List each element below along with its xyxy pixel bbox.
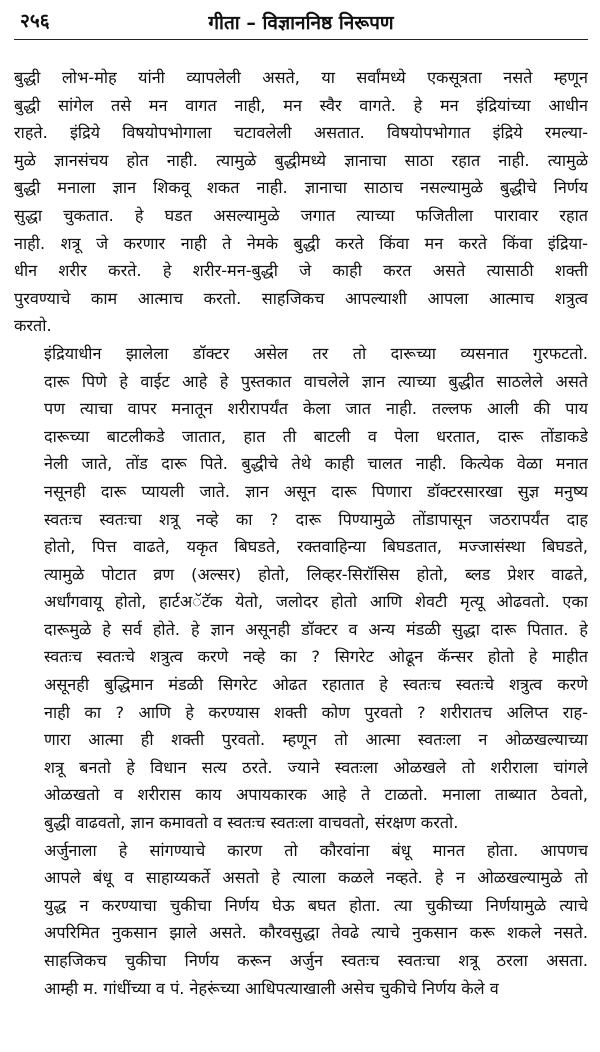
text-line: बुद्धी सांगेल तसे मन वागत नाही, मन स्वैर वागते. हे मन इंद्रियांच्या आधीन <box>14 95 588 115</box>
paragraph <box>14 64 588 340</box>
text-line: आम्ही म. गांधींच्या व पं. नेहरूंच्या आधिपत्याखाली असेच चुकीचे निर्णय केले व <box>44 978 499 998</box>
text-line: नसूनही दारू प्यायली जाते. ज्ञान असून दारू पिणारा डॉक्टरसारखा सुज्ञ मनुष्य <box>44 481 588 501</box>
text-line: युद्ध न करण्याचा चुकीचा निर्णय घेऊ बघत होता. त्या चुकीच्या निर्णयामुळे त्याचे <box>44 895 588 915</box>
text-line: होतो, पित्त वाढते, यकृत बिघडते, रक्तवाहिन्या बिघडतात, मज्जासंस्था बिघडते, <box>44 537 588 557</box>
text-line: साहजिकच चुकीचा निर्णय करून अर्जुन स्वतःच स्वतःचा शत्रू ठरला असता. <box>44 951 588 970</box>
text-line: दारूमुळे हे सर्व होते. हे ज्ञान असूनही डॉक्टर व अन्य मंडळी सुद्धा दारू पितात. हे <box>44 619 588 639</box>
text-line: बुद्धी मनाला ज्ञान शिकवू शकत नाही. ज्ञानाचा साठाच नसल्यामुळे बुद्धीचे निर्णय <box>14 178 588 198</box>
text-line: पुरवण्याचे काम आत्माच करतो. साहजिकच आपल्याशी आपला आत्माच शत्रुत्व <box>14 288 588 308</box>
page-number: २५६ <box>20 10 50 32</box>
paragraph <box>14 340 588 837</box>
text-line: स्वतःच स्वतःचे शत्रुत्व करणे नव्हे का ? सिगरेट ओढून कॅन्सर होतो हे माहीत <box>44 647 588 667</box>
text-line: नेली जाते, तोंड दारू पिते. बुद्धीचे तेथे काही चालत नाही. कित्येक वेळा मनात <box>44 454 588 474</box>
text-line: इंद्रियाधीन झालेला डॉक्टर असेल तर तो दारूच्या व्यसनात गुरफटतो. <box>44 343 588 363</box>
page-header <box>14 0 588 40</box>
text-line: असूनही बुद्धिमान मंडळी सिगरेट ओढत रहातात हे स्वतःच स्वतःचे शत्रुत्व करणे <box>44 675 588 695</box>
text-line: णारा आत्मा ही शक्ती पुरवतो. म्हणून तो आत्मा स्वतःला न ओळखल्याच्या <box>44 730 588 750</box>
text-line: दारूच्या बाटलीकडे जातात, हात ती बाटली व पेला धरतात, दारू तोंडाकडे <box>44 426 588 446</box>
text-line: त्यामुळे पोटात व्रण (अल्सर) होतो, लिव्हर-सिरॉसिस होतो, ब्लड प्रेशर वाढते, <box>44 564 588 584</box>
text-line: बुद्धी लोभ-मोह यांनी व्यापलेली असते, या सर्वांमध्ये एकसूत्रता नसते म्हणून <box>14 68 588 87</box>
text-line: आपले बंधू व साहाय्यकर्ते असतो हे त्याला कळले नव्हते. हे न ओळखल्यामुळे तो <box>44 868 588 888</box>
text-line: शत्रू बनतो हे विधान सत्य ठरते. ज्याने स्वतःला ओळखले तो शरीराला चांगले <box>44 757 588 777</box>
text-line: अर्जुनाला हे सांगण्याचे कारण तो कौरवांना बंधू मानत होता. आपणच <box>44 840 588 860</box>
body-text <box>14 64 588 1002</box>
text-line: दारू पिणे हे वाईट आहे हे पुस्तकात वाचलेले ज्ञान त्याच्या बुद्धीत साठलेले असते <box>44 371 588 391</box>
text-line: करतो. <box>14 316 52 336</box>
text-line: ओळखतो व शरीरास काय अपायकारक आहे ते टाळतो. मनाला ताब्यात ठेवतो, <box>44 785 588 805</box>
text-line: सुद्धा चुकतात. हे घडत असल्यामुळे जगात त्याच्या फजितीला पारावार रहात <box>14 205 588 225</box>
text-line: नाही का ? आणि हे करण्यास शक्ती कोण पुरवतो ? शरीरातच अलिप्त राह- <box>44 702 588 722</box>
text-line: अपरिमित नुकसान झाले असते. कौरवसुद्धा तेवढे त्याचे नुकसान करू शकले नसते. <box>44 923 588 943</box>
text-line: धीन शरीर करते. हे शरीर-मन-बुद्धी जे काही करत असते त्यासाठी शक्ती <box>14 261 588 281</box>
running-title: गीता – विज्ञाननिष्ठ निरूपण <box>208 12 394 34</box>
text-line: बुद्धी वाढवतो, ज्ञान कमावतो व स्वतःच स्वतःला वाचवतो, संरक्षण करतो. <box>44 813 459 833</box>
paragraph <box>14 837 588 1003</box>
text-line: नाही. शत्रू जे करणार नाही ते नेमके बुद्धी करते किंवा मन करते किंवा इंद्रिया- <box>14 233 588 253</box>
text-line: मुळे ज्ञानसंचय होत नाही. त्यामुळे बुद्धीमध्ये ज्ञानाचा साठा रहात नाही. त्यामुळे <box>14 150 588 170</box>
text-line: पण त्याचा वापर मनातून शरीरापर्यंत केला जात नाही. तल्लफ आली की पाय <box>44 399 588 419</box>
text-line: अर्धांगवायू होतो, हार्टअॅटॅक येतो, जलोदर होतो आणि शेवटी मृत्यू ओढवतो. एका <box>44 592 588 612</box>
text-line: राहते. इंद्रिये विषयोपभोगाला चटावलेली असतात. विषयोपभोगात इंद्रिये रमल्या- <box>14 123 588 143</box>
text-line: स्वतःच स्वतःचा शत्रू नव्हे का ? दारू पिण्यामुळे तोंडापासून जठरापर्यंत दाह <box>44 509 588 529</box>
